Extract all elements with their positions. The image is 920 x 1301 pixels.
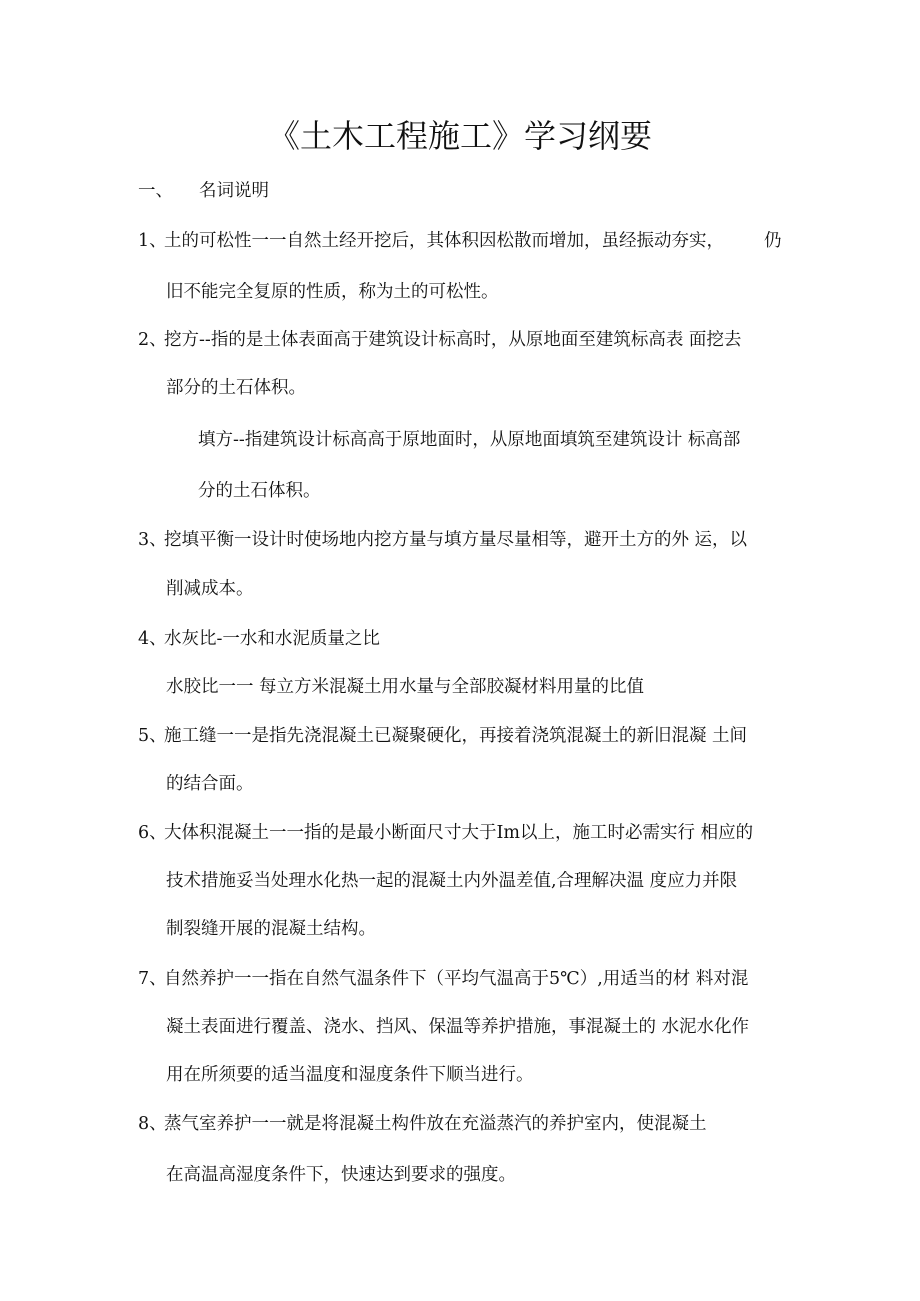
list-item-6-line-3: 制裂缝开展的混凝土结构。 xyxy=(166,919,376,939)
item-text: 大体积混凝土一一指的是最小断面尺寸大于Im以上，施工时必需实行 相应的 xyxy=(164,823,754,843)
item-number: 4、 xyxy=(138,629,167,649)
list-item-7-line-2: 凝土表面进行覆盖、浇水、挡风、保温等养护措施，事混凝土的 水泥水化作 xyxy=(166,1017,750,1037)
section-label: 名词说明 xyxy=(199,181,269,201)
list-item-1-line-1-tail: 仍 xyxy=(764,231,782,251)
item-text: 挖填平衡一设计时使场地内挖方量与填方量尽量相等，避开土方的外 运，以 xyxy=(164,530,748,550)
item-text: 蒸气室养护一一就是将混凝土构件放在充溢蒸汽的养护室内，使混凝土 xyxy=(164,1114,707,1134)
item-text: 土的可松性一一自然土经开挖后，其体积因松散而增加，虽经振动夯实， xyxy=(164,231,724,251)
item-number: 5、 xyxy=(138,726,167,746)
list-item-1-line-1 xyxy=(138,228,724,254)
sub-item-line-2: 分的土石体积。 xyxy=(198,481,321,501)
item-text: 挖方--指的是土体表面高于建筑设计标高时，从原地面至建筑标高表 面挖去 xyxy=(164,330,742,350)
list-item-4-line-1 xyxy=(138,626,380,652)
list-item-8-line-1 xyxy=(138,1111,707,1137)
list-item-7-line-3: 用在所须要的适当温度和湿度条件下顺当进行。 xyxy=(166,1065,534,1085)
item-number: 8、 xyxy=(138,1114,167,1134)
list-item-6-line-1 xyxy=(138,820,753,846)
list-item-6-line-2: 技术措施妥当处理水化热一起的混凝土内外温差值,合理解决温 度应力并限 xyxy=(166,871,738,891)
list-item-2-line-1 xyxy=(138,327,741,353)
item-number: 1、 xyxy=(138,231,167,251)
document-title: 《土木工程施工》学习纲要 xyxy=(267,117,652,155)
list-item-5-line-1 xyxy=(138,723,747,749)
item-number: 2、 xyxy=(138,330,167,350)
item-number: 7、 xyxy=(138,969,167,989)
sub-item-line-1: 填方--指建筑设计标高高于原地面时，从原地面填筑至建筑设计 标高部 xyxy=(198,430,741,450)
item-number: 6、 xyxy=(138,823,167,843)
list-item-7-line-1 xyxy=(138,966,748,992)
section-heading xyxy=(138,178,269,204)
list-item-4-line-2: 水胶比一一 每立方米混凝土用水量与全部胶凝材料用量的比值 xyxy=(166,677,645,697)
item-text: 施工缝一一是指先浇混凝土已凝聚硬化，再接着浇筑混凝土的新旧混凝 土间 xyxy=(164,726,748,746)
list-item-1-line-2: 旧不能完全复原的性质，称为土的可松性。 xyxy=(166,282,499,302)
list-item-3-line-2: 削减成本。 xyxy=(166,579,254,599)
list-item-3-line-1 xyxy=(138,527,747,553)
list-item-8-line-2: 在高温高湿度条件下，快速达到要求的强度。 xyxy=(166,1165,516,1185)
list-item-5-line-2: 的结合面。 xyxy=(166,774,254,794)
item-text: 水灰比-一水和水泥质量之比 xyxy=(164,629,380,649)
item-number: 3、 xyxy=(138,530,167,550)
item-text: 自然养护一一指在自然气温条件下（平均气温高于5℃）,用适当的材 料对混 xyxy=(164,969,749,989)
list-item-2-line-2: 部分的土石体积。 xyxy=(166,378,306,398)
section-number: 一、 xyxy=(138,181,173,201)
